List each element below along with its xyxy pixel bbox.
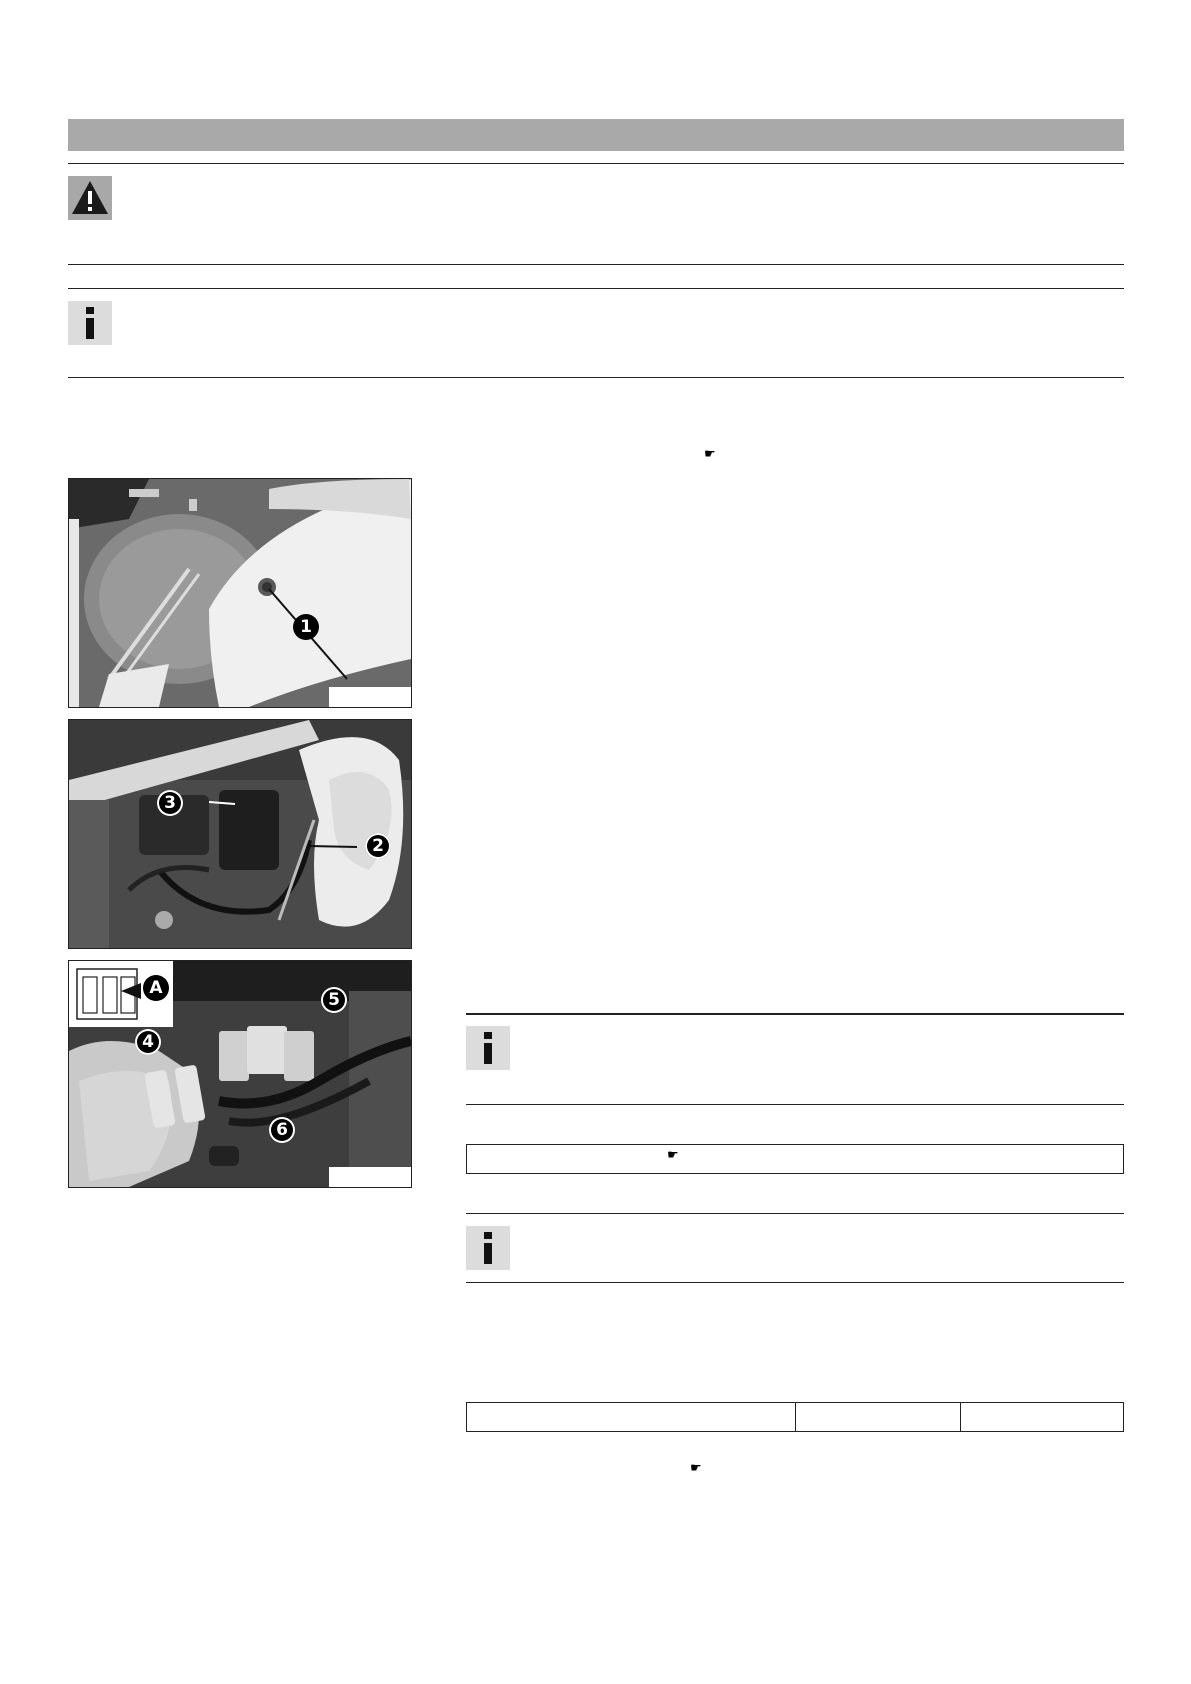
- section-header-bar: [68, 119, 1124, 151]
- table-cell-divider: [960, 1403, 961, 1431]
- callout-2: 2: [365, 833, 391, 859]
- pointing-hand-icon[interactable]: ☛: [690, 1461, 702, 1476]
- warning-triangle-icon: [68, 176, 112, 220]
- photo-side-cover-screw: [68, 478, 412, 708]
- photo-label: [329, 687, 411, 707]
- callout-A: A: [143, 975, 169, 1001]
- info-bottom-rule: [68, 377, 1124, 378]
- photo-fuses: [68, 960, 412, 1188]
- table-cell-divider: [795, 1403, 796, 1431]
- callout-1: 1: [293, 614, 319, 640]
- callout-5: 5: [321, 987, 347, 1013]
- spec-table-row: [466, 1402, 1124, 1432]
- callout-6: 6: [269, 1117, 295, 1143]
- photo-fuse-box-cover: [68, 719, 412, 949]
- reference-box: [466, 1144, 1124, 1174]
- info-top-rule: [466, 1013, 1124, 1015]
- info-top-rule: [466, 1213, 1124, 1214]
- info-icon: [466, 1026, 510, 1070]
- pointing-hand-icon[interactable]: ☛: [667, 1148, 679, 1163]
- info-bottom-rule: [466, 1104, 1124, 1105]
- info-icon: [466, 1226, 510, 1270]
- photo-label: [329, 1167, 411, 1187]
- info-icon: [68, 301, 112, 345]
- info-text: [128, 301, 1118, 351]
- info-bottom-rule: [466, 1282, 1124, 1283]
- callout-4: 4: [135, 1029, 161, 1055]
- warning-bottom-rule: [68, 264, 1124, 265]
- warning-top-rule: [68, 163, 1124, 164]
- info-top-rule: [68, 288, 1124, 289]
- warning-text: [128, 176, 1118, 236]
- info-text: [526, 1026, 1116, 1086]
- pointing-hand-icon[interactable]: ☛: [704, 447, 716, 462]
- callout-3: 3: [157, 790, 183, 816]
- info-text: [526, 1226, 1116, 1270]
